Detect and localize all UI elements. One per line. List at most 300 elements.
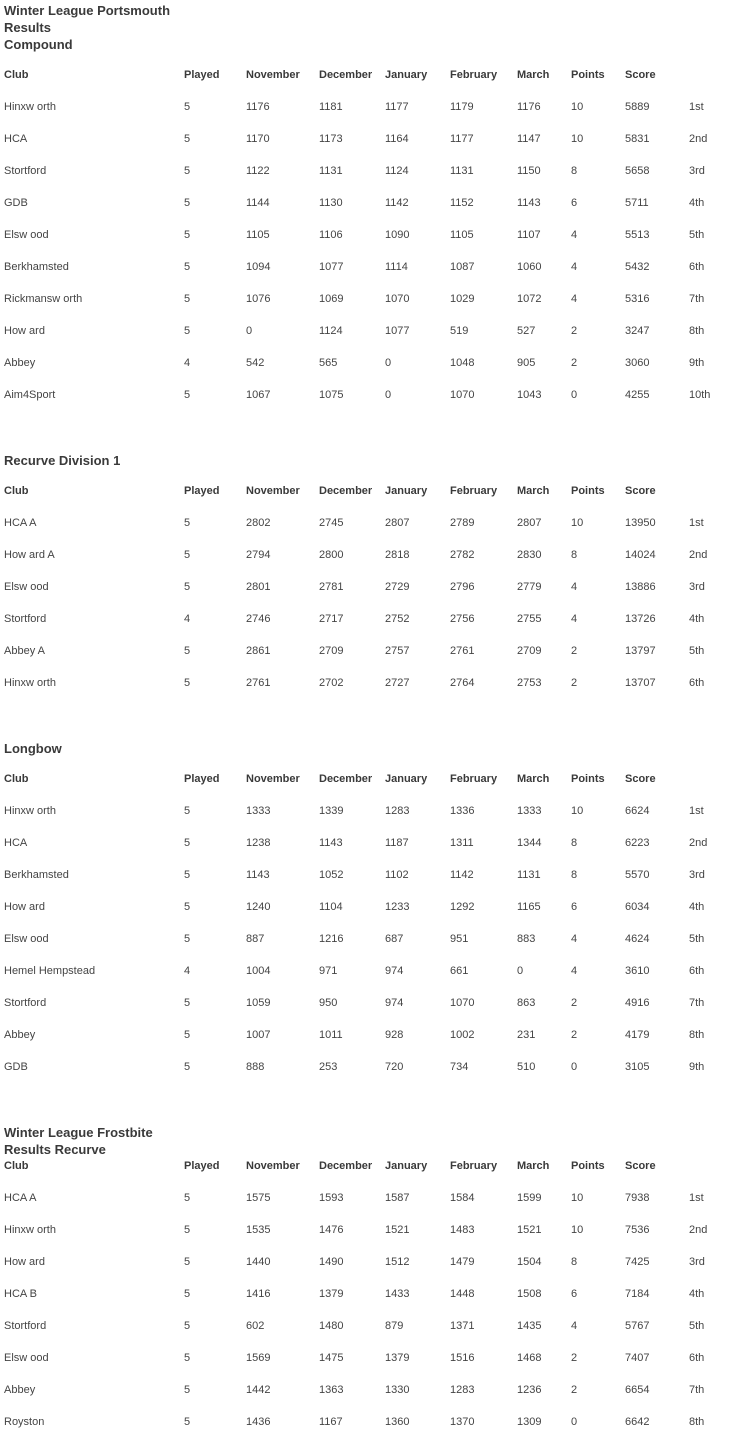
cell-position: 2nd bbox=[689, 133, 708, 145]
table-row bbox=[0, 163, 747, 179]
section-title bbox=[4, 452, 120, 469]
column-header-points: Points bbox=[571, 1160, 605, 1172]
cell-february: 1292 bbox=[450, 901, 475, 913]
cell-points: 8 bbox=[571, 869, 578, 881]
column-header-february: February bbox=[450, 69, 498, 81]
cell-club: Hinxw orth bbox=[4, 1224, 56, 1236]
cell-january: 1330 bbox=[385, 1384, 410, 1396]
title-line: Results bbox=[4, 20, 51, 35]
cell-february: 2756 bbox=[450, 613, 475, 625]
cell-february: 2789 bbox=[450, 517, 475, 529]
column-header-december: December bbox=[319, 485, 373, 497]
cell-january: 1521 bbox=[385, 1224, 410, 1236]
cell-position: 2nd bbox=[689, 837, 708, 849]
cell-march: 2709 bbox=[517, 645, 542, 657]
column-header-club: Club bbox=[4, 1160, 29, 1172]
table-row bbox=[0, 579, 747, 595]
cell-club: Abbey A bbox=[4, 645, 45, 657]
column-header-march: March bbox=[517, 485, 550, 497]
cell-score: 4624 bbox=[625, 933, 650, 945]
cell-december: 1476 bbox=[319, 1224, 344, 1236]
cell-score: 5889 bbox=[625, 101, 650, 113]
cell-position: 4th bbox=[689, 197, 705, 209]
cell-score: 5432 bbox=[625, 261, 650, 273]
cell-points: 0 bbox=[571, 389, 578, 401]
cell-january: 720 bbox=[385, 1061, 404, 1073]
cell-score: 4179 bbox=[625, 1029, 650, 1041]
cell-march: 1435 bbox=[517, 1320, 542, 1332]
table-row bbox=[0, 515, 747, 531]
column-header-played: Played bbox=[184, 1160, 220, 1172]
cell-played: 4 bbox=[184, 965, 191, 977]
cell-position: 6th bbox=[689, 965, 705, 977]
cell-december: 2709 bbox=[319, 645, 344, 657]
cell-points: 10 bbox=[571, 1224, 584, 1236]
cell-points: 4 bbox=[571, 933, 578, 945]
cell-score: 5316 bbox=[625, 293, 650, 305]
cell-december: 1339 bbox=[319, 805, 344, 817]
table-row bbox=[0, 1254, 747, 1270]
table-row bbox=[0, 323, 747, 339]
cell-position: 5th bbox=[689, 229, 705, 241]
cell-january: 2727 bbox=[385, 677, 410, 689]
cell-points: 8 bbox=[571, 837, 578, 849]
cell-march: 1309 bbox=[517, 1416, 542, 1428]
cell-january: 0 bbox=[385, 389, 392, 401]
cell-november: 1575 bbox=[246, 1192, 271, 1204]
cell-score: 6034 bbox=[625, 901, 650, 913]
cell-november: 888 bbox=[246, 1061, 265, 1073]
cell-december: 2781 bbox=[319, 581, 344, 593]
cell-club: Rickmansw orth bbox=[4, 293, 83, 305]
cell-club: HCA B bbox=[4, 1288, 38, 1300]
cell-december: 2702 bbox=[319, 677, 344, 689]
column-header-score: Score bbox=[625, 773, 656, 785]
cell-january: 1102 bbox=[385, 869, 409, 881]
cell-march: 1043 bbox=[517, 389, 542, 401]
cell-january: 974 bbox=[385, 965, 404, 977]
cell-january: 1512 bbox=[385, 1256, 410, 1268]
cell-score: 13950 bbox=[625, 517, 656, 529]
cell-december: 1167 bbox=[319, 1416, 343, 1428]
cell-club: Royston bbox=[4, 1416, 45, 1428]
cell-december: 1106 bbox=[319, 229, 343, 241]
cell-points: 10 bbox=[571, 101, 584, 113]
cell-november: 2746 bbox=[246, 613, 271, 625]
title-line: Results Recurve bbox=[4, 1142, 106, 1157]
cell-position: 4th bbox=[689, 901, 705, 913]
cell-club: How ard bbox=[4, 325, 45, 337]
cell-february: 519 bbox=[450, 325, 469, 337]
table-row bbox=[0, 291, 747, 307]
cell-february: 2761 bbox=[450, 645, 475, 657]
cell-points: 4 bbox=[571, 293, 578, 305]
cell-played: 5 bbox=[184, 325, 191, 337]
cell-position: 7th bbox=[689, 293, 705, 305]
cell-club: Aim4Sport bbox=[4, 389, 56, 401]
cell-february: 1448 bbox=[450, 1288, 475, 1300]
title-line: Winter League Frostbite bbox=[4, 1125, 153, 1140]
table-header-row bbox=[0, 67, 747, 83]
table-header-row bbox=[0, 1158, 747, 1174]
cell-february: 2782 bbox=[450, 549, 475, 561]
cell-march: 1236 bbox=[517, 1384, 542, 1396]
cell-club: Stortford bbox=[4, 1320, 47, 1332]
table-row bbox=[0, 1286, 747, 1302]
cell-score: 5513 bbox=[625, 229, 650, 241]
cell-march: 1143 bbox=[517, 197, 541, 209]
cell-points: 2 bbox=[571, 997, 578, 1009]
cell-november: 1067 bbox=[246, 389, 271, 401]
column-header-points: Points bbox=[571, 69, 605, 81]
cell-january: 1233 bbox=[385, 901, 410, 913]
cell-february: 1087 bbox=[450, 261, 475, 273]
cell-november: 1238 bbox=[246, 837, 271, 849]
cell-played: 4 bbox=[184, 613, 191, 625]
cell-club: How ard A bbox=[4, 549, 55, 561]
cell-january: 2807 bbox=[385, 517, 410, 529]
cell-position: 1st bbox=[689, 1192, 704, 1204]
cell-played: 5 bbox=[184, 133, 191, 145]
cell-february: 1483 bbox=[450, 1224, 475, 1236]
cell-club: Abbey bbox=[4, 1029, 36, 1041]
column-header-score: Score bbox=[625, 485, 656, 497]
cell-december: 1143 bbox=[319, 837, 343, 849]
table-row bbox=[0, 675, 747, 691]
cell-november: 542 bbox=[246, 357, 265, 369]
cell-november: 1094 bbox=[246, 261, 271, 273]
cell-score: 6654 bbox=[625, 1384, 650, 1396]
cell-club: Hinxw orth bbox=[4, 805, 56, 817]
cell-points: 10 bbox=[571, 517, 584, 529]
cell-december: 1490 bbox=[319, 1256, 344, 1268]
column-header-score: Score bbox=[625, 1160, 656, 1172]
cell-december: 565 bbox=[319, 357, 338, 369]
cell-played: 5 bbox=[184, 1061, 191, 1073]
cell-march: 0 bbox=[517, 965, 524, 977]
cell-score: 7536 bbox=[625, 1224, 650, 1236]
cell-played: 5 bbox=[184, 1288, 191, 1300]
cell-club: Berkhamsted bbox=[4, 261, 69, 273]
table-row bbox=[0, 1318, 747, 1334]
cell-february: 1048 bbox=[450, 357, 475, 369]
cell-november: 2761 bbox=[246, 677, 271, 689]
cell-points: 4 bbox=[571, 1320, 578, 1332]
table-row bbox=[0, 1222, 747, 1238]
cell-score: 7407 bbox=[625, 1352, 650, 1364]
cell-march: 1131 bbox=[517, 869, 541, 881]
cell-played: 5 bbox=[184, 645, 191, 657]
section-title bbox=[4, 1124, 153, 1158]
cell-club: How ard bbox=[4, 901, 45, 913]
cell-played: 5 bbox=[184, 1320, 191, 1332]
table-row bbox=[0, 227, 747, 243]
cell-december: 1052 bbox=[319, 869, 344, 881]
cell-november: 1144 bbox=[246, 197, 270, 209]
cell-position: 8th bbox=[689, 1029, 705, 1041]
cell-points: 2 bbox=[571, 645, 578, 657]
cell-points: 6 bbox=[571, 197, 578, 209]
column-header-december: December bbox=[319, 773, 373, 785]
cell-march: 2807 bbox=[517, 517, 542, 529]
column-header-score: Score bbox=[625, 69, 656, 81]
cell-november: 1176 bbox=[246, 101, 270, 113]
column-header-march: March bbox=[517, 773, 550, 785]
cell-points: 6 bbox=[571, 1288, 578, 1300]
title-line: Longbow bbox=[4, 741, 62, 756]
column-header-played: Played bbox=[184, 69, 220, 81]
cell-january: 1379 bbox=[385, 1352, 410, 1364]
table-row bbox=[0, 931, 747, 947]
column-header-club: Club bbox=[4, 485, 29, 497]
cell-score: 13726 bbox=[625, 613, 656, 625]
cell-played: 5 bbox=[184, 677, 191, 689]
table-row bbox=[0, 611, 747, 627]
column-header-played: Played bbox=[184, 773, 220, 785]
cell-score: 5658 bbox=[625, 165, 650, 177]
cell-club: Elsw ood bbox=[4, 933, 49, 945]
cell-december: 1124 bbox=[319, 325, 343, 337]
cell-position: 5th bbox=[689, 1320, 705, 1332]
column-header-march: March bbox=[517, 1160, 550, 1172]
cell-february: 2796 bbox=[450, 581, 475, 593]
title-line: Compound bbox=[4, 37, 73, 52]
cell-score: 13797 bbox=[625, 645, 656, 657]
cell-january: 1124 bbox=[385, 165, 409, 177]
cell-position: 6th bbox=[689, 677, 705, 689]
cell-november: 1440 bbox=[246, 1256, 271, 1268]
cell-points: 8 bbox=[571, 1256, 578, 1268]
cell-january: 2752 bbox=[385, 613, 410, 625]
cell-november: 1007 bbox=[246, 1029, 271, 1041]
column-header-november: November bbox=[246, 485, 300, 497]
table-row bbox=[0, 835, 747, 851]
cell-played: 5 bbox=[184, 901, 191, 913]
column-header-february: February bbox=[450, 773, 498, 785]
cell-score: 13707 bbox=[625, 677, 656, 689]
column-header-december: December bbox=[319, 1160, 373, 1172]
cell-january: 2729 bbox=[385, 581, 410, 593]
cell-position: 3rd bbox=[689, 869, 705, 881]
cell-club: Berkhamsted bbox=[4, 869, 69, 881]
cell-february: 1584 bbox=[450, 1192, 475, 1204]
cell-november: 1442 bbox=[246, 1384, 271, 1396]
cell-february: 1002 bbox=[450, 1029, 475, 1041]
cell-january: 1177 bbox=[385, 101, 409, 113]
cell-november: 2801 bbox=[246, 581, 271, 593]
cell-club: HCA bbox=[4, 133, 28, 145]
cell-played: 5 bbox=[184, 837, 191, 849]
cell-february: 1371 bbox=[450, 1320, 475, 1332]
cell-position: 1st bbox=[689, 805, 704, 817]
cell-november: 2794 bbox=[246, 549, 271, 561]
cell-january: 2757 bbox=[385, 645, 410, 657]
cell-november: 1170 bbox=[246, 133, 270, 145]
cell-december: 2745 bbox=[319, 517, 344, 529]
cell-january: 1114 bbox=[385, 261, 408, 273]
cell-points: 6 bbox=[571, 901, 578, 913]
cell-played: 5 bbox=[184, 1256, 191, 1268]
cell-march: 1508 bbox=[517, 1288, 542, 1300]
cell-points: 0 bbox=[571, 1416, 578, 1428]
cell-december: 1181 bbox=[319, 101, 343, 113]
cell-march: 1521 bbox=[517, 1224, 542, 1236]
cell-points: 2 bbox=[571, 1029, 578, 1041]
cell-club: HCA A bbox=[4, 1192, 37, 1204]
table-row bbox=[0, 99, 747, 115]
column-header-december: December bbox=[319, 69, 373, 81]
cell-position: 8th bbox=[689, 1416, 705, 1428]
table-row bbox=[0, 547, 747, 563]
cell-january: 1187 bbox=[385, 837, 409, 849]
cell-points: 10 bbox=[571, 1192, 584, 1204]
cell-february: 951 bbox=[450, 933, 469, 945]
cell-played: 5 bbox=[184, 517, 191, 529]
cell-january: 1077 bbox=[385, 325, 410, 337]
cell-score: 3247 bbox=[625, 325, 650, 337]
cell-march: 231 bbox=[517, 1029, 536, 1041]
cell-january: 974 bbox=[385, 997, 404, 1009]
cell-club: Abbey bbox=[4, 1384, 36, 1396]
cell-march: 1333 bbox=[517, 805, 542, 817]
cell-club: Elsw ood bbox=[4, 229, 49, 241]
table-header-row bbox=[0, 483, 747, 499]
column-header-january: January bbox=[385, 69, 428, 81]
cell-february: 1179 bbox=[450, 101, 474, 113]
cell-position: 4th bbox=[689, 613, 705, 625]
cell-points: 2 bbox=[571, 357, 578, 369]
cell-march: 1344 bbox=[517, 837, 542, 849]
cell-december: 950 bbox=[319, 997, 338, 1009]
table-row bbox=[0, 995, 747, 1011]
cell-november: 0 bbox=[246, 325, 253, 337]
cell-club: Elsw ood bbox=[4, 581, 49, 593]
column-header-february: February bbox=[450, 1160, 498, 1172]
cell-december: 2717 bbox=[319, 613, 344, 625]
cell-december: 1131 bbox=[319, 165, 343, 177]
cell-december: 1130 bbox=[319, 197, 343, 209]
column-header-november: November bbox=[246, 1160, 300, 1172]
column-header-played: Played bbox=[184, 485, 220, 497]
cell-march: 2830 bbox=[517, 549, 542, 561]
cell-february: 1283 bbox=[450, 1384, 475, 1396]
cell-club: HCA A bbox=[4, 517, 37, 529]
cell-february: 1152 bbox=[450, 197, 474, 209]
cell-points: 8 bbox=[571, 549, 578, 561]
cell-february: 1177 bbox=[450, 133, 474, 145]
cell-played: 5 bbox=[184, 101, 191, 113]
cell-december: 971 bbox=[319, 965, 338, 977]
cell-january: 928 bbox=[385, 1029, 404, 1041]
column-header-club: Club bbox=[4, 69, 29, 81]
cell-points: 4 bbox=[571, 261, 578, 273]
cell-played: 5 bbox=[184, 1029, 191, 1041]
cell-january: 687 bbox=[385, 933, 404, 945]
cell-march: 1504 bbox=[517, 1256, 542, 1268]
cell-march: 2753 bbox=[517, 677, 542, 689]
cell-february: 1131 bbox=[450, 165, 474, 177]
cell-position: 3rd bbox=[689, 1256, 705, 1268]
cell-february: 734 bbox=[450, 1061, 469, 1073]
cell-january: 0 bbox=[385, 357, 392, 369]
cell-score: 14024 bbox=[625, 549, 656, 561]
cell-december: 1075 bbox=[319, 389, 344, 401]
cell-points: 0 bbox=[571, 1061, 578, 1073]
cell-position: 7th bbox=[689, 997, 705, 1009]
cell-january: 1142 bbox=[385, 197, 409, 209]
cell-score: 3610 bbox=[625, 965, 650, 977]
table-row bbox=[0, 195, 747, 211]
cell-february: 2764 bbox=[450, 677, 475, 689]
cell-played: 4 bbox=[184, 357, 191, 369]
cell-position: 6th bbox=[689, 261, 705, 273]
cell-december: 1363 bbox=[319, 1384, 344, 1396]
cell-points: 2 bbox=[571, 677, 578, 689]
cell-march: 883 bbox=[517, 933, 536, 945]
cell-club: GDB bbox=[4, 1061, 28, 1073]
cell-position: 9th bbox=[689, 1061, 705, 1073]
column-header-club: Club bbox=[4, 773, 29, 785]
cell-january: 1433 bbox=[385, 1288, 410, 1300]
column-header-march: March bbox=[517, 69, 550, 81]
cell-points: 10 bbox=[571, 805, 584, 817]
cell-score: 5570 bbox=[625, 869, 650, 881]
cell-march: 863 bbox=[517, 997, 536, 1009]
cell-club: HCA bbox=[4, 837, 28, 849]
table-row bbox=[0, 355, 747, 371]
cell-score: 6624 bbox=[625, 805, 650, 817]
cell-january: 879 bbox=[385, 1320, 404, 1332]
cell-march: 1107 bbox=[517, 229, 541, 241]
cell-january: 1587 bbox=[385, 1192, 410, 1204]
column-header-points: Points bbox=[571, 485, 605, 497]
cell-february: 1479 bbox=[450, 1256, 475, 1268]
cell-played: 5 bbox=[184, 805, 191, 817]
cell-november: 1143 bbox=[246, 869, 270, 881]
cell-february: 1336 bbox=[450, 805, 475, 817]
cell-march: 1176 bbox=[517, 101, 541, 113]
cell-december: 1011 bbox=[319, 1029, 343, 1041]
cell-score: 5711 bbox=[625, 197, 649, 209]
cell-february: 1311 bbox=[450, 837, 474, 849]
table-row bbox=[0, 899, 747, 915]
cell-december: 1379 bbox=[319, 1288, 344, 1300]
cell-march: 1072 bbox=[517, 293, 542, 305]
cell-march: 905 bbox=[517, 357, 536, 369]
cell-position: 1st bbox=[689, 517, 704, 529]
cell-november: 1333 bbox=[246, 805, 271, 817]
cell-november: 2802 bbox=[246, 517, 271, 529]
cell-points: 4 bbox=[571, 965, 578, 977]
cell-march: 2755 bbox=[517, 613, 542, 625]
cell-position: 7th bbox=[689, 1384, 705, 1396]
cell-january: 1164 bbox=[385, 133, 409, 145]
table-row bbox=[0, 1382, 747, 1398]
cell-score: 7425 bbox=[625, 1256, 650, 1268]
cell-played: 5 bbox=[184, 229, 191, 241]
cell-november: 1059 bbox=[246, 997, 271, 1009]
cell-points: 4 bbox=[571, 581, 578, 593]
cell-december: 1480 bbox=[319, 1320, 344, 1332]
cell-points: 4 bbox=[571, 229, 578, 241]
cell-december: 1593 bbox=[319, 1192, 344, 1204]
cell-points: 2 bbox=[571, 325, 578, 337]
cell-club: Stortford bbox=[4, 613, 47, 625]
cell-played: 5 bbox=[184, 581, 191, 593]
cell-position: 3rd bbox=[689, 165, 705, 177]
cell-club: GDB bbox=[4, 197, 28, 209]
cell-score: 6642 bbox=[625, 1416, 650, 1428]
